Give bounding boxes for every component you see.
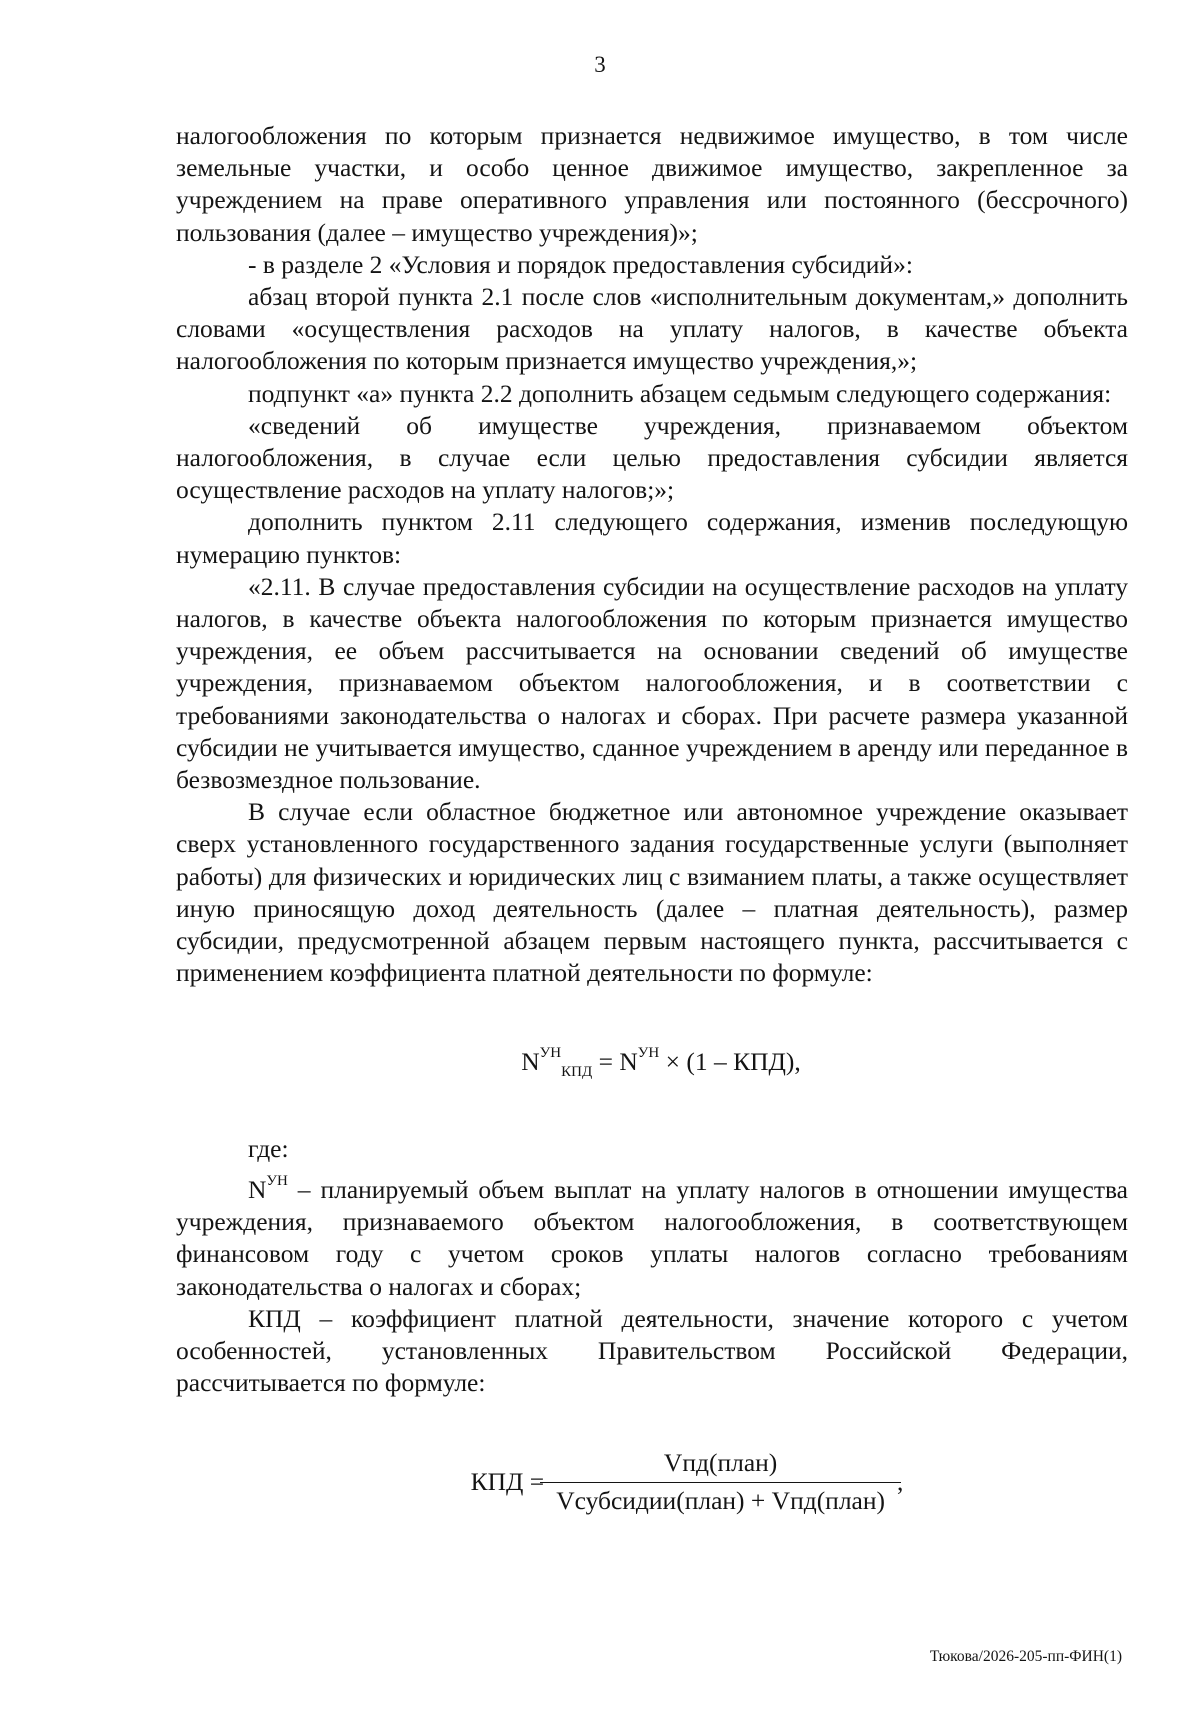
definition-text: – планируемый объем выплат на уплату налогов в отношении имущества учреждения, признаваемого объектом налогообложения, в соответствующем финансовом году с учетом сроков уплаты налогов согласно требованиям законодательства о налогах и сборах; [176,1174,1128,1301]
paragraph: налогообложения по которым признается недвижимое имущество, в том числе земельные участки, и особо ценное движимое имущество, закрепленное за учреждением на праве оперативного управления или постоянного (бессрочного) пользования (далее – имущество учреждения)»; [176,121,1128,247]
formula-lhs-sub: КПД [561,1064,593,1081]
fraction-numerator: Vпд(план) [540,1447,901,1482]
paragraph: подпункт «а» пункта 2.2 дополнить абзацем седьмым следующего содержания: [248,378,1112,408]
formula-rhs-rest: × (1 – КПД), [659,1047,801,1077]
formula-kpd [176,1447,1128,1516]
formula-kpd-lhs: КПД = [470,1466,545,1496]
formula-equals: = [592,1047,620,1077]
fraction-denominator: Vсубсидии(план) + Vпд(план) [556,1485,886,1515]
definition-nyn [176,1165,1128,1303]
formula-fraction [548,1447,893,1516]
definition-kpd: КПД – коэффициент платной деятельности, значение которого с учетом особенностей, установленных Правительством Российской Федерации, рассчитывается по формуле: [176,1303,1128,1398]
formula-rhs-base: N [619,1047,638,1077]
page-number: 3 [594,52,606,77]
paragraph: - в разделе 2 «Условия и порядок предоставления субсидий»: [248,249,913,279]
formula-nkpd [176,1037,1128,1088]
formula-trailing-comma: , [897,1466,904,1496]
formula-rhs-sup: УН [637,1045,660,1062]
definition-symbol: N [248,1174,267,1204]
definition-symbol-sup: УН [266,1172,288,1189]
where-label: где: [248,1133,289,1163]
document-body [176,120,1128,1517]
formula-lhs-sup: УН [539,1045,562,1062]
paragraph: «2.11. В случае предоставления субсидии на осуществление расходов на уплату налогов, в качестве объекта налогообложения по которым признается имущество учреждения, ее объем рассчитывается на основании сведений об имуществе учреждения, признаваемом объектом налогообложения, и в соответствии с требованиями законодательства о налогах и сборах. При расчете размера указанной субсидии не учитывается имущество, сданное учреждением в аренду или переданное в безвозмездное пользование. [176,571,1128,795]
paragraph: абзац второй пункта 2.1 после слов «исполнительным документам,» дополнить словами «осуществления расходов на уплату налогов, в качестве объекта налогообложения по которым признается имущество учреждения,»; [176,282,1128,376]
formula-lhs-base: N [521,1047,540,1077]
paragraph: дополнить пунктом 2.11 следующего содержания, изменив последующую нумерацию пунктов: [176,507,1128,569]
paragraph: В случае если областное бюджетное или автономное учреждение оказывает сверх установленного государственного задания государственные услуги (выполняет работы) для физических и юридических лиц с взиманием платы, а также осуществляет иную приносящую доход деятельность (далее – платная деятельность), размер субсидии, предусмотренной абзацем первым настоящего пункта, рассчитывается с применением коэффициента платной деятельности по формуле: [176,797,1128,988]
document-footer-code: Тюкова/2026-205-пп-ФИН(1) [929,1648,1122,1665]
paragraph: «сведений об имуществе учреждения, признаваемом объектом налогообложения, в случае если целью предоставления субсидии является осуществление расходов на уплату налогов;»; [176,410,1128,505]
